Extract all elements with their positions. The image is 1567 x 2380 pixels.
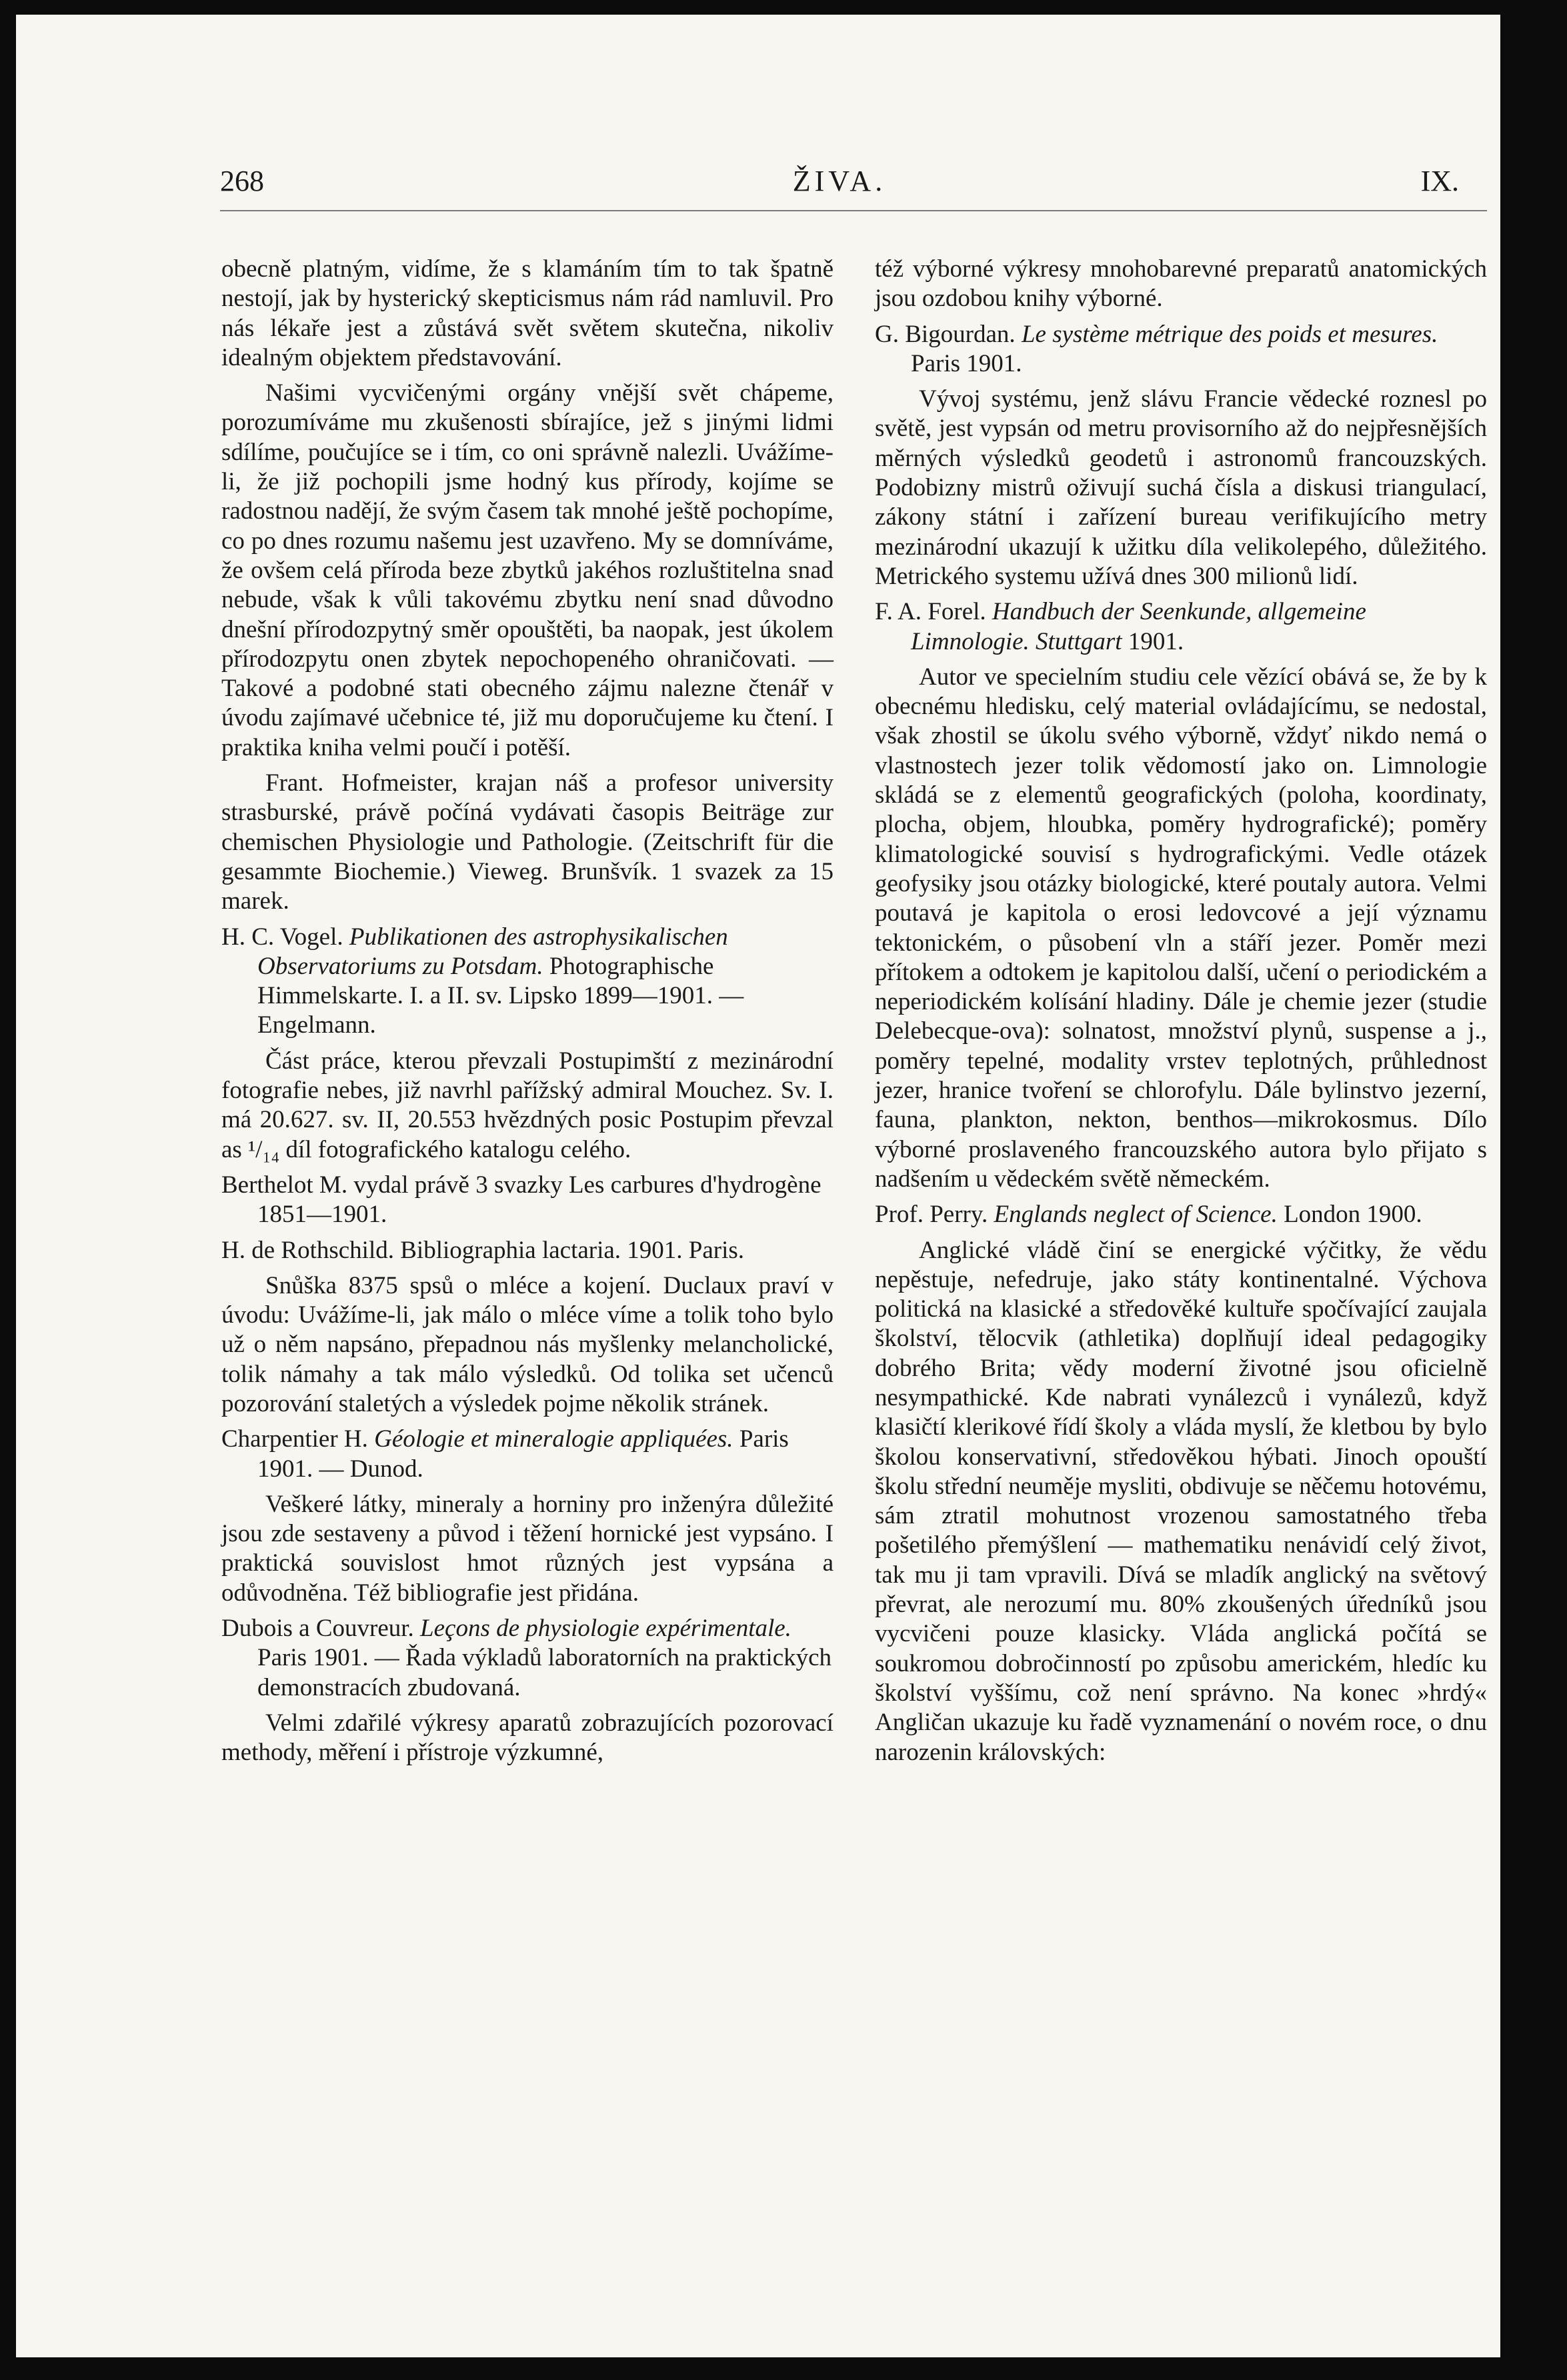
entry-title: Englands neglect of Science.	[994, 1201, 1278, 1229]
entry-details: Paris 1901. — Řada výkladů laboratorních na praktických demonstracích zbudovaná.	[257, 1644, 832, 1701]
page-header	[220, 163, 1459, 200]
right-column	[875, 255, 1487, 1773]
header-rule	[220, 210, 1487, 211]
paragraph: též výborné výkresy mnohobarevné preparatů anatomických jsou ozdobou knihy výborné.	[875, 255, 1487, 313]
entry-author: H. de Rothschild.	[221, 1236, 394, 1264]
entry-title: Le système métrique des poids et mesures.	[1021, 320, 1438, 348]
bibliography-entry	[875, 320, 1487, 379]
bibliography-entry	[875, 597, 1487, 657]
entry-details: London 1900.	[1284, 1201, 1422, 1229]
entry-title: Handbuch der Seenkunde, allgemeine Limnologie. Stuttgart	[911, 598, 1366, 655]
bibliography-entry	[221, 1614, 834, 1703]
entry-details: vydal právě 3 svazky Les carbures d'hydrogène 1851—1901.	[257, 1171, 822, 1229]
paragraph: obecně platným, vidíme, že s klamáním tím to tak špatně nestojí, jak by hysterický skepticismus nám rád namluvil. Pro nás lékaře jest a zůstává svět světem skutečna, nikoliv idealným objektem představování.	[221, 255, 834, 371]
paragraph: Našimi vycvičenými orgány vnější svět chápeme, porozumíváme mu zkušenosti sbírajíce, jež s jinými lidmi sdílíme, poučujíce se i tím, co oni správně nalezli. Uvážíme-li, že již pochopili jsme hodný kus přírody, kojíme se radostnou nadějí, že svým časem tak mnohé ještě pochopíme, co po dnes rozumu našemu jest uzavřeno. My se domníváme, že ovšem celá příroda beze zbytků jakéhos rozluštitelna snad nebude, však k vůli takovému zbytku není snad důvodno dnešní přírodozpytný směr opouštěti, ba naopak, jest úkolem přírodozpytu onen zbytek nepochopeného ohraničovati. — Takové a podobné stati obecného zájmu nalezne čtenář v úvodu zajímavé učebnice té, již mu doporučujeme ku čtení. I praktika kniha velmi poučí i potěší.	[221, 379, 834, 761]
paragraph: Frant. Hofmeister, krajan náš a profesor university strasburské, právě počíná vydávati časopis Beiträge zur chemischen Physiologie und Pathologie. (Zeitschrift für die gesammte Biochemie.) Vieweg. Brunšvík. 1 svazek za 15 marek.	[221, 769, 834, 915]
entry-details: Photographische Himmelskarte. I. a II. sv. Lipsko 1899—1901. — Engelmann.	[257, 952, 744, 1039]
paragraph: Autor ve specielním studiu cele vězící obává se, že by k obecnému hledisku, celý material ovládajícímu, se nedostal, však zhostil se úkolu svého výborně, vždyť nikdo nemá o vlastnostech jezer tolik vědomostí jako on. Limnologie skládá se z elementů geografických (poloha, koordinaty, plocha, objem, hloubka, poměry hydrografické); poměry klimatologické souvisí s hydrografickými. Vedle otázek geofysiky jsou otázky biologické, které poutaly autora. Velmi poutavá je kapitola o erosi ledovcové a její významu tektonickém, o působení vln a stáří jezer. Poměr mezi přítokem a odtokem je kapitolou další, učení o periodickém a neperiodickém kolísání hladiny. Dále je chemie jezer (studie Delebecque-ova): solnatost, množství plynů, suspense a j., poměry tepelné, modality vrstev teplotných, průhlednost jezer, hranice tvoření se chlorofylu. Dále bylinstvo jezerní, fauna, plankton, nekton, benthos—mikrokosmus. Dílo výborné proslaveného francouzského autora bylo přijato s nadšením u vědeckém světě německém.	[875, 663, 1487, 1193]
paragraph: Velmi zdařilé výkresy aparatů zobrazujících pozorovací methody, měření i přístroje výzkumné,	[221, 1709, 834, 1767]
book-page	[16, 15, 1500, 2357]
entry-title: Publikationen des astrophysikalischen Observatoriums zu Potsdam.	[257, 923, 728, 980]
entry-title: Leçons de physiologie expérimentale.	[420, 1615, 792, 1643]
bibliography-entry	[221, 1236, 834, 1265]
entry-author: Berthelot M.	[221, 1171, 348, 1199]
paragraph: Anglické vládě činí se energické výčitky, že vědu nepěstuje, nefedruje, jako státy kontinentalné. Výchova politická na klasické a středověké kultuře spočívající zaujala školství, tělocvik (athletika) doplňují ideal pedagogiky dobrého Brita; vědy moderní životné jsou oficielně nesympathické. Kde nabrati vynálezců i vynálezů, když klasičtí klerikové řídí školy a vláda myslí, že kletbou by bylo školou konservativní, středověkou hýbati. Jinoch opouští školu střední neuměje mysliti, obdivuje se něčemu hotovému, sám ztratil mohutnost vrozenou samostatného třeba pošetilého přemýšlení — mathematiku nenávidí celý život, tak mu ji tam vpravili. Dívá se mladík anglický na světový převrat, ale nerozumí mu. 80% zkoušených úředníků jsou vycvičeni pouze klasicky. Vláda anglická počítá se soukromou dobročinností po způsobu americkém, hledíc ku školství vyššímu, což není správno. Na konec »hrdý« Angličan ukazuje ku řadě vyznamenání o novém roce, o dnu narozenin královských:	[875, 1236, 1487, 1766]
entry-title: Géologie et mineralogie appliquées.	[374, 1425, 733, 1453]
paragraph: Snůška 8375 spsů o mléce a kojení. Duclaux praví v úvodu: Uvážíme-li, jak málo o mléce víme a tolik toho bylo už o něm napsáno, přepadnou nás myšlenky melancholické, tolik námahy a tak málo výsledků. Od tolika set učenců pozorování staletých a výsledek pojme několik stránek.	[221, 1271, 834, 1417]
entry-details: Paris 1901. — Dunod.	[257, 1425, 789, 1483]
left-column	[221, 255, 834, 1774]
volume-number: IX.	[1420, 165, 1459, 197]
entry-author: Charpentier H.	[221, 1425, 368, 1453]
entry-details: Bibliographia lactaria. 1901. Paris.	[400, 1236, 745, 1264]
bibliography-entry	[875, 1200, 1487, 1229]
entry-author: H. C. Vogel.	[221, 923, 343, 951]
entry-details: Paris 1901.	[911, 349, 1022, 377]
paragraph: Vývoj systému, jenž slávu Francie vědecké roznesl po světě, jest vypsán od metru provisorního až do nejpřesnějších měrných výsledků geodetů i astronomů francouzských. Podobizny mistrů oživují suchá čísla a diskusi triangulací, zákony státní i zařízení bureau verifikujícího metry mezinárodní ukazují k užitku díla velikolepého, důležitého. Metrického systemu užívá dnes 300 milionů lidí.	[875, 385, 1487, 590]
running-head: ŽIVA.	[792, 165, 887, 197]
paragraph: Veškeré látky, mineraly a horniny pro inženýra důležité jsou zde sestaveny a původ i těžení hornické jest vypsáno. I praktická souvislost hmot různých jest vypsána a odůvodněna. Též bibliografie jest přidána.	[221, 1490, 834, 1607]
bibliography-entry	[221, 1425, 834, 1484]
paragraph: Část práce, kterou převzali Postupimští z mezinárodní fotografie nebes, již navrhl pařížský admiral Mouchez. Sv. I. má 20.627. sv. II, 20.553 hvězdných posic Postupim převzal as ¹/₁₄ díl fotografického katalogu celého.	[221, 1047, 834, 1163]
entry-author: Prof. Perry.	[875, 1201, 988, 1229]
bibliography-entry	[221, 923, 834, 1041]
entry-author: G. Bigourdan.	[875, 320, 1016, 348]
entry-details: 1901.	[1128, 627, 1184, 655]
entry-author: F. A. Forel.	[875, 598, 986, 626]
page-number: 268	[220, 165, 264, 197]
entry-author: Dubois a Couvreur.	[221, 1615, 414, 1643]
bibliography-entry	[221, 1171, 834, 1230]
